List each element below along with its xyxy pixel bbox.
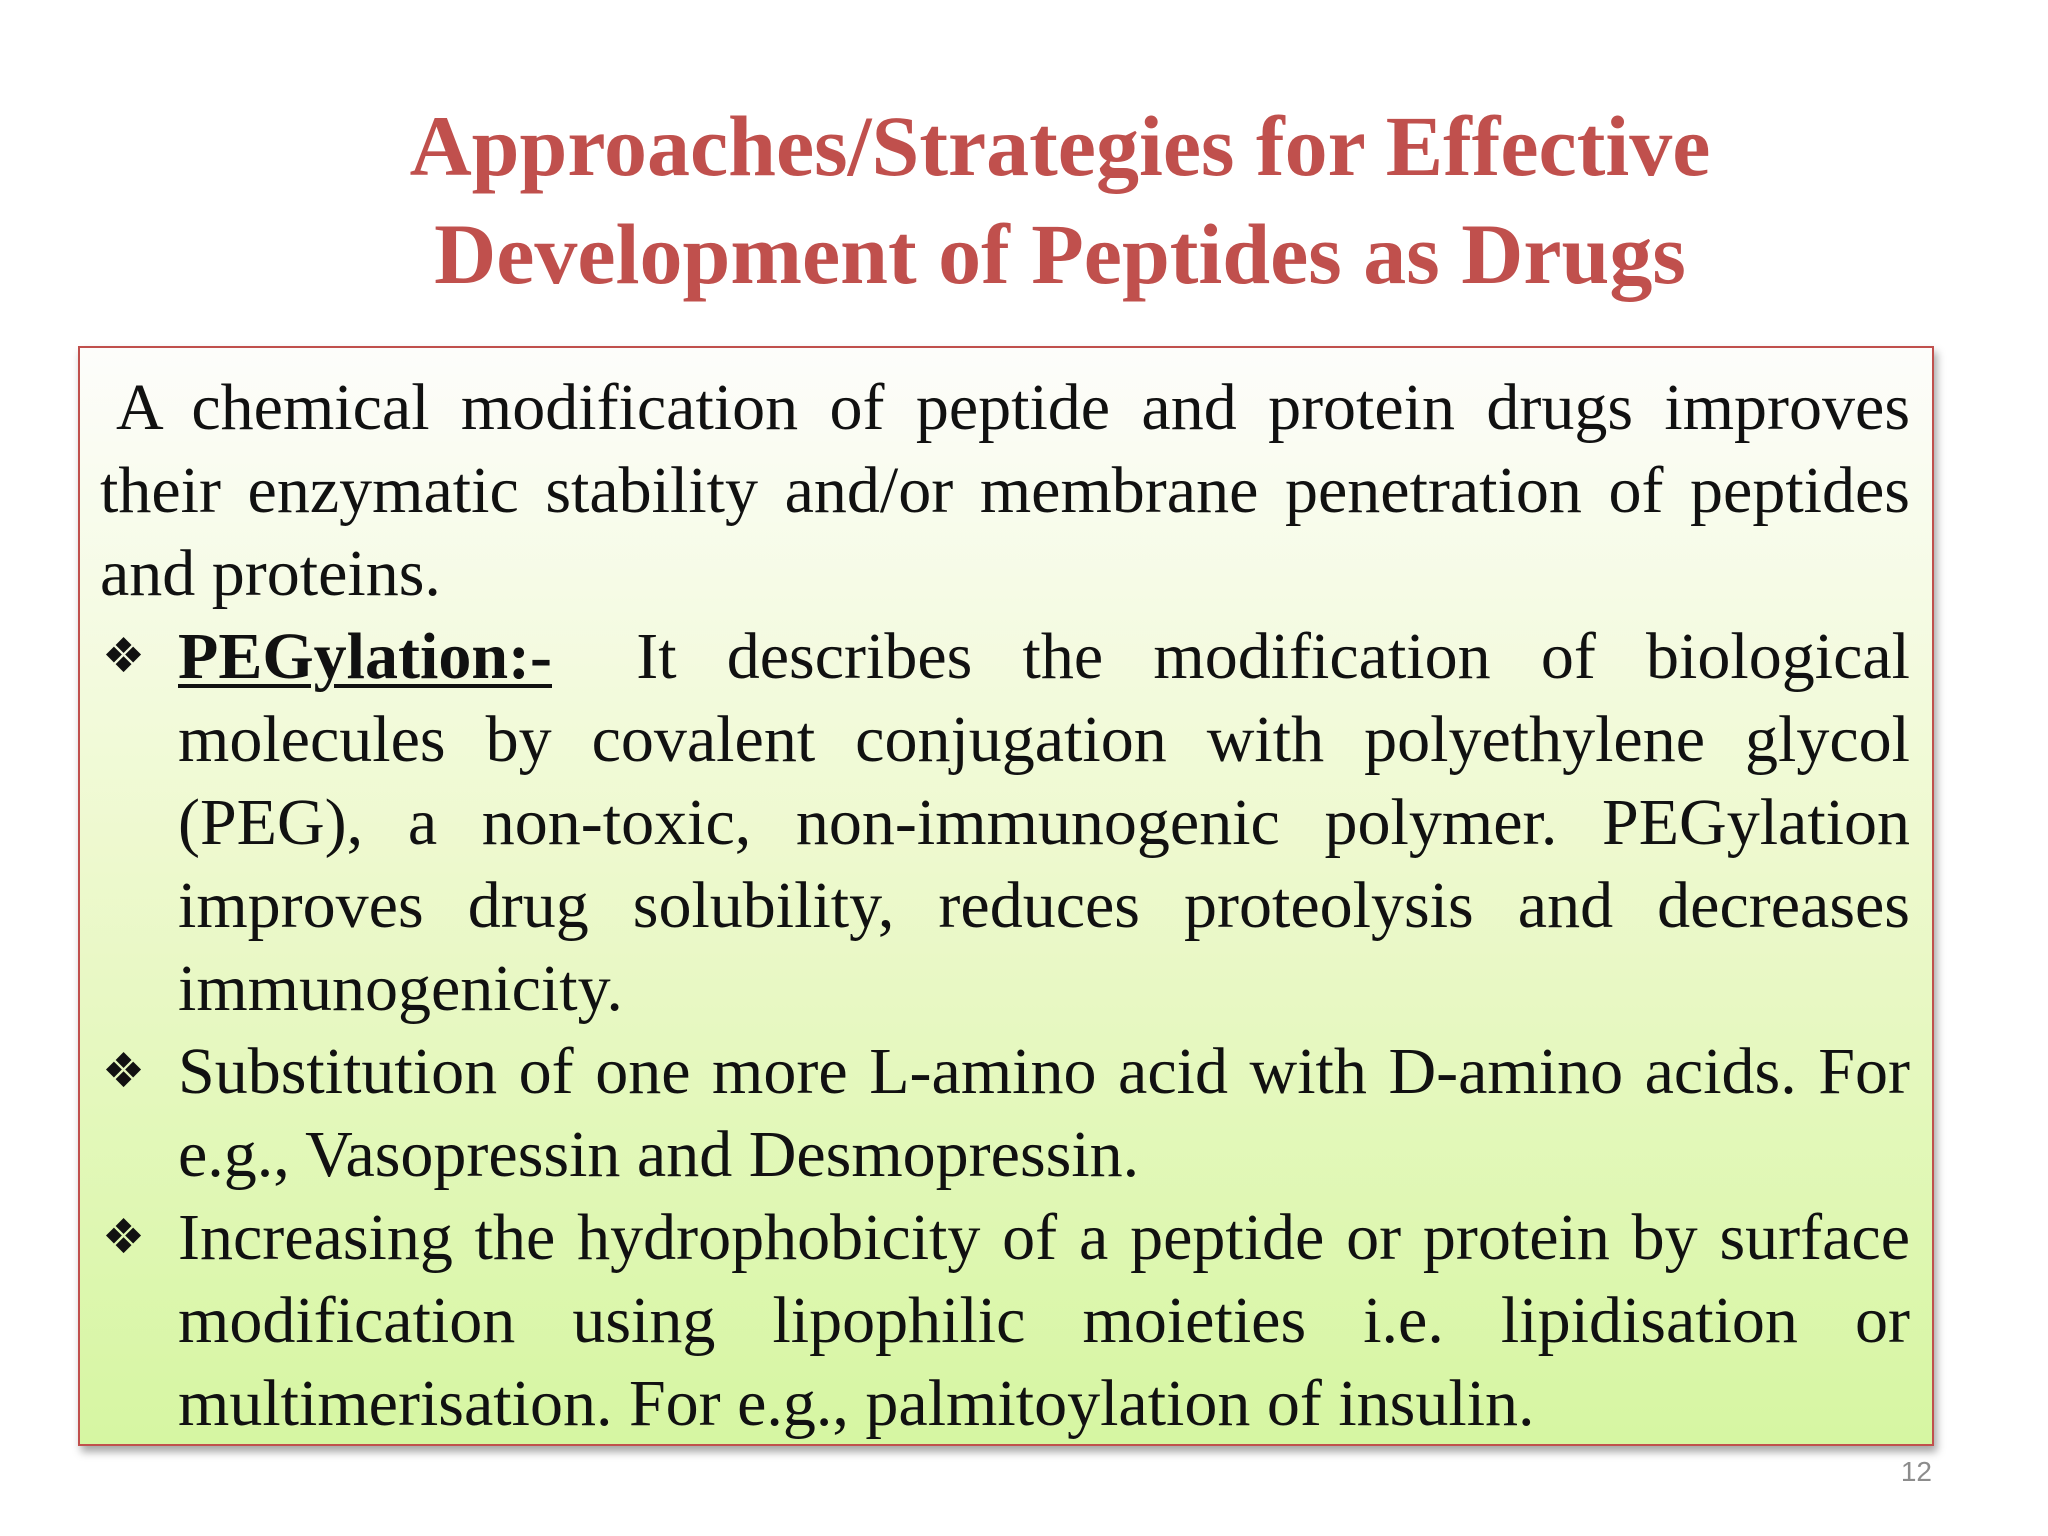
diamond-bullet-icon: ❖ (102, 1209, 146, 1265)
content-box (78, 346, 1934, 1446)
slide-title-line-2: Development of Peptides as Drugs (434, 206, 1686, 302)
bullet-pegylation (100, 615, 1910, 1030)
bullet-text: Increasing the hydrophobicity of a peptide or protein by surface modification using lipophilic moieties i.e. lipidisation or multimerisation. For e.g., palmitoylation of insulin. (178, 1201, 1910, 1440)
diamond-bullet-icon: ❖ (102, 1043, 146, 1099)
diamond-bullet-icon: ❖ (102, 628, 146, 684)
bullet-substitution (100, 1030, 1910, 1196)
bullet-text: It describes the modification of biological molecules by covalent conjugation with polyethylene glycol (PEG), a non-toxic, non-immunogenic polymer. PEGylation improves drug solubility, reduces proteolysis and decreases immunogenicity. (178, 620, 1910, 1025)
slide-title-line-1: Approaches/Strategies for Effective (409, 98, 1711, 194)
bullet-list (100, 615, 1910, 1445)
bullet-text: Substitution of one more L-amino acid with D-amino acids. For e.g., Vasopressin and Desmopressin. (178, 1035, 1910, 1191)
slide-number: 12 (1900, 1456, 1932, 1487)
bullet-term: PEGylation:- (178, 620, 552, 693)
slide-title (0, 92, 2048, 308)
bullet-hydrophobicity (100, 1196, 1910, 1445)
intro-paragraph: A chemical modification of peptide and protein drugs improves their enzymatic stability and/or membrane penetration of peptides and proteins. (100, 371, 1910, 610)
